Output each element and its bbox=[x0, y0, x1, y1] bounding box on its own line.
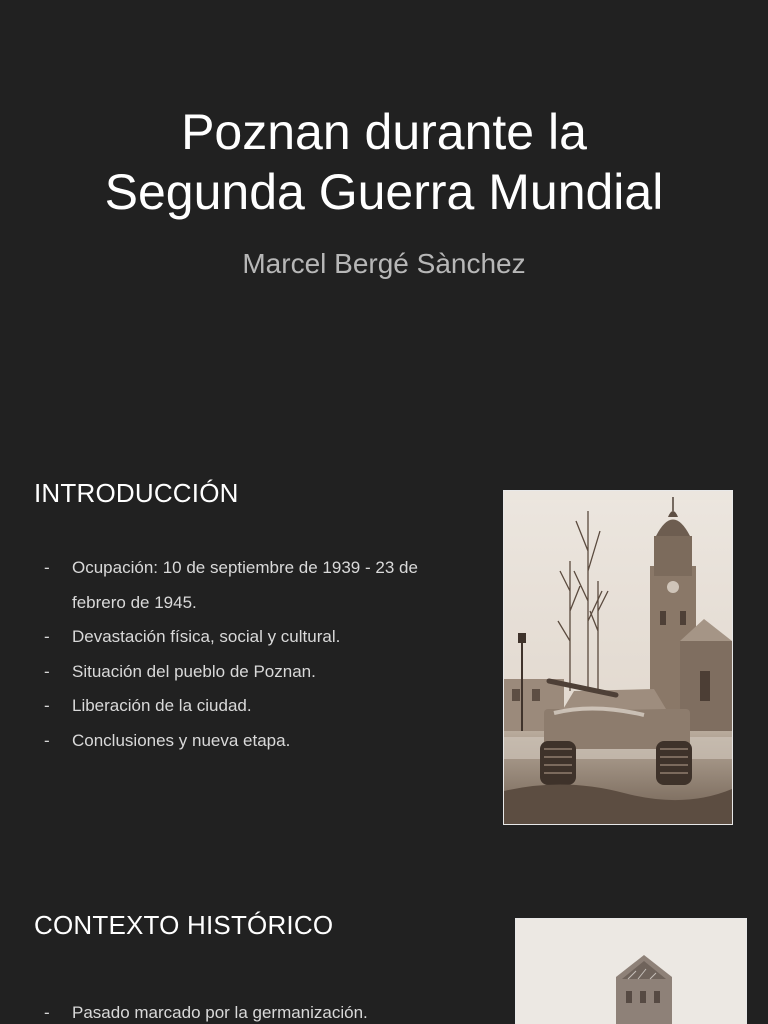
historical-context-heading: CONTEXTO HISTÓRICO bbox=[34, 910, 334, 940]
bullet-text-line-2: febrero de 1945. bbox=[72, 592, 197, 612]
list-item bbox=[34, 996, 474, 1024]
author-name: Marcel Bergé Sànchez bbox=[242, 248, 526, 279]
tower-photo bbox=[515, 918, 747, 1024]
presentation-title bbox=[0, 102, 768, 222]
bullet-dash: - bbox=[44, 661, 50, 681]
bullet-dash: - bbox=[44, 627, 50, 646]
tank-photo bbox=[503, 490, 733, 825]
bullet-text: Liberación de la ciudad. bbox=[72, 696, 252, 715]
list-item bbox=[34, 551, 474, 620]
list-item bbox=[34, 724, 474, 759]
list-item bbox=[34, 620, 474, 655]
list-item bbox=[34, 655, 474, 690]
bullet-dash: - bbox=[44, 696, 50, 715]
introduction-heading: INTRODUCCIÓN bbox=[34, 478, 239, 508]
bullet-text: Conclusiones y nueva etapa. bbox=[72, 730, 291, 750]
introduction-bullet-list bbox=[34, 551, 474, 758]
bullet-text: Devastación física, social y cultural. bbox=[72, 627, 341, 646]
title-slide bbox=[0, 0, 768, 440]
tower-photo-illustration bbox=[516, 919, 746, 1024]
bullet-dash: - bbox=[44, 730, 50, 750]
list-item bbox=[34, 689, 474, 724]
bullet-text-line-1: Ocupación: 10 de septiembre de 1939 - 23 de bbox=[72, 558, 418, 577]
bullet-dash: - bbox=[44, 558, 50, 577]
bullet-text: Pasado marcado por la germanización. bbox=[72, 1003, 368, 1022]
title-line-1: Poznan durante la bbox=[181, 104, 587, 160]
historical-context-bullet-list bbox=[34, 996, 474, 1024]
title-line-2: Segunda Guerra Mundial bbox=[104, 164, 664, 220]
bullet-dash: - bbox=[44, 1003, 50, 1022]
bullet-text: Situación del pueblo de Poznan. bbox=[72, 661, 316, 681]
tank-photo-illustration bbox=[504, 491, 732, 824]
